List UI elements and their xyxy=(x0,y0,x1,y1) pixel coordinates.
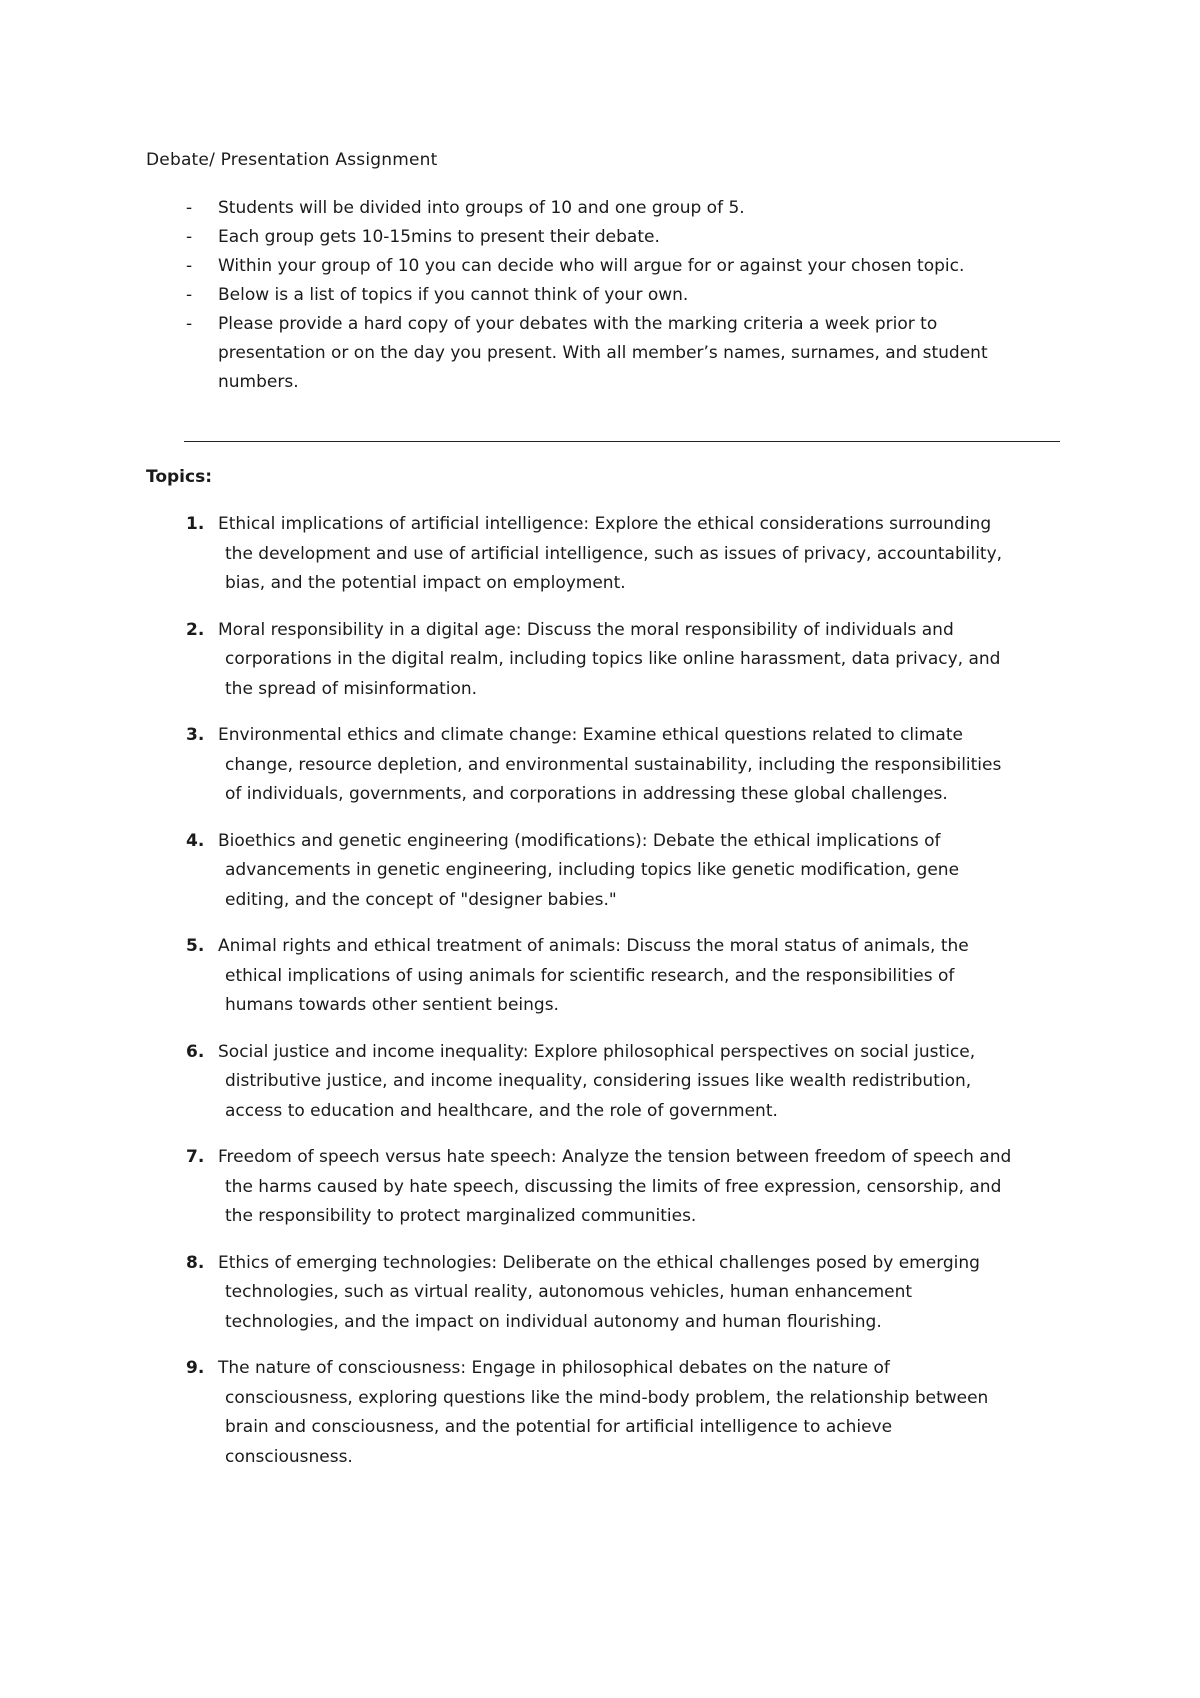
topic-number: 5. xyxy=(186,936,205,956)
instruction-text: Below is a list of topics if you cannot think of your own. xyxy=(218,285,689,305)
topic-text: bias, and the potential impact on employment. xyxy=(225,573,626,593)
topic-item xyxy=(186,1354,1066,1472)
topic-text: humans towards other sentient beings. xyxy=(225,995,559,1015)
topic-text: Ethics of emerging technologies: Deliberate on the ethical challenges posed by emerging xyxy=(218,1252,980,1273)
topic-text: Animal rights and ethical treatment of animals: Discuss the moral status of animals, the xyxy=(218,936,969,956)
topic-text: the development and use of artificial intelligence, such as issues of privacy, accountability, xyxy=(225,543,1003,564)
topic-text: Social justice and income inequality: Explore philosophical perspectives on social justice, xyxy=(218,1041,976,1062)
topic-text: Environmental ethics and climate change: Examine ethical questions related to climate xyxy=(218,725,963,745)
topic-number: 2. xyxy=(186,619,205,640)
topic-number: 9. xyxy=(186,1358,205,1378)
topic-text: of individuals, governments, and corporations in addressing these global challenges. xyxy=(225,784,948,804)
topic-number: 1. xyxy=(186,514,205,534)
instruction-list xyxy=(186,194,1066,397)
topic-text: the spread of misinformation. xyxy=(225,678,478,699)
topic-text: Bioethics and genetic engineering (modifications): Debate the ethical implications of xyxy=(218,830,941,851)
topic-number: 8. xyxy=(186,1252,205,1273)
bullet-dash: - xyxy=(186,314,193,334)
instruction-text: Within your group of 10 you can decide who will argue for or against your chosen topic. xyxy=(218,256,965,276)
topic-text: consciousness, exploring questions like the mind-body problem, the relationship between xyxy=(225,1387,989,1408)
bullet-dash: - xyxy=(186,285,193,305)
document-title: Debate/ Presentation Assignment xyxy=(146,150,438,170)
topic-number: 4. xyxy=(186,830,205,851)
bullet-dash: - xyxy=(186,198,193,218)
instruction-item xyxy=(186,194,1066,223)
topic-list xyxy=(186,510,1066,1489)
topic-text: ethical implications of using animals for scientific research, and the responsibilities of xyxy=(225,965,955,986)
topic-number: 6. xyxy=(186,1041,205,1062)
topic-text: the responsibility to protect marginalized communities. xyxy=(225,1206,697,1226)
topic-text: access to education and healthcare, and the role of government. xyxy=(225,1100,778,1121)
bullet-dash: - xyxy=(186,227,193,247)
topic-text: consciousness. xyxy=(225,1446,353,1467)
topic-text: Freedom of speech versus hate speech: Analyze the tension between freedom of speech and xyxy=(218,1147,1012,1167)
topic-item xyxy=(186,721,1066,810)
topics-heading: Topics: xyxy=(146,467,213,487)
topic-item xyxy=(186,1038,1066,1127)
instruction-item xyxy=(186,310,1066,397)
topic-item xyxy=(186,932,1066,1021)
topic-text: Ethical implications of artificial intelligence: Explore the ethical considerations surrounding xyxy=(218,514,992,534)
topic-text: corporations in the digital realm, including topics like online harassment, data privacy, and xyxy=(225,649,1001,669)
topic-number: 7. xyxy=(186,1147,205,1167)
instruction-item xyxy=(186,223,1066,252)
topic-item xyxy=(186,827,1066,916)
instruction-text: Students will be divided into groups of 10 and one group of 5. xyxy=(218,198,745,218)
instruction-item xyxy=(186,281,1066,310)
topic-text: Moral responsibility in a digital age: Discuss the moral responsibility of individuals and xyxy=(218,619,954,640)
topic-item xyxy=(186,616,1066,705)
instruction-text: numbers. xyxy=(218,372,299,392)
topic-text: brain and consciousness, and the potential for artificial intelligence to achieve xyxy=(225,1417,893,1437)
topic-item xyxy=(186,1143,1066,1232)
topic-text: distributive justice, and income inequality, considering issues like wealth redistribution, xyxy=(225,1071,972,1091)
topic-text: the harms caused by hate speech, discussing the limits of free expression, censorship, and xyxy=(225,1176,1002,1197)
bullet-dash: - xyxy=(186,256,193,276)
topic-item xyxy=(186,510,1066,599)
topic-text: change, resource depletion, and environmental sustainability, including the responsibilities xyxy=(225,754,1002,775)
instruction-text: Please provide a hard copy of your debates with the marking criteria a week prior to xyxy=(218,314,938,334)
topic-text: editing, and the concept of "designer babies." xyxy=(225,889,617,910)
instruction-text: presentation or on the day you present. With all member’s names, surnames, and student xyxy=(218,343,988,363)
instruction-text: Each group gets 10-15mins to present their debate. xyxy=(218,227,660,247)
horizontal-divider xyxy=(184,441,1060,442)
topic-text: technologies, and the impact on individual autonomy and human flourishing. xyxy=(225,1311,882,1332)
topic-text: technologies, such as virtual reality, autonomous vehicles, human enhancement xyxy=(225,1282,913,1302)
topic-item xyxy=(186,1249,1066,1338)
topic-number: 3. xyxy=(186,725,205,745)
instruction-item xyxy=(186,252,1066,281)
topic-text: The nature of consciousness: Engage in philosophical debates on the nature of xyxy=(218,1358,890,1378)
topic-text: advancements in genetic engineering, including topics like genetic modification, gene xyxy=(225,860,960,880)
